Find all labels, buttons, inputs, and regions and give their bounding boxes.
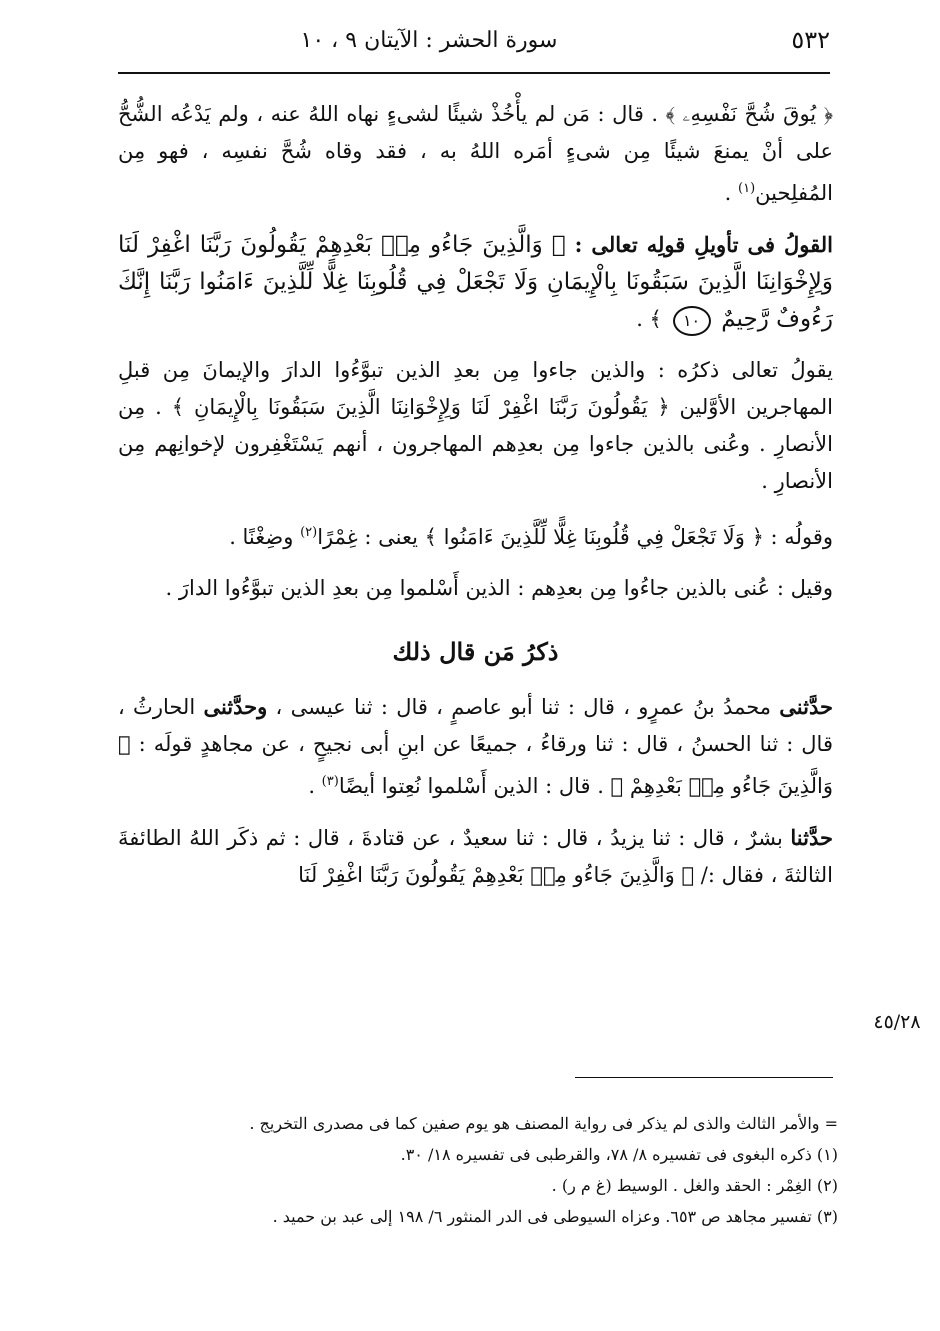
paragraph-end: ﴾ . xyxy=(636,307,669,331)
paragraph-text: ﴿ يُوقَ شُحَّ نَفْسِهِۦ ﴾ . قال : مَن لم يأْخُذْ شيئًا لشىءٍ نهاه اللهُ عنه ، ولم يَدْعُه الشُّحُّ على أنْ يمنعَ شيئًا مِن شىءٍ أمَره اللهُ به ، فقد وقاه شُحَّ نفسِه ، فهو مِن المُفلِحين xyxy=(118,102,833,205)
header-rule xyxy=(118,72,830,74)
verse-number-marker: ١٠ xyxy=(673,306,711,336)
narration-text: بشرٌ ، قال : ثنا يزيدُ ، قال : ثنا سعيدٌ ، عن قتادةَ ، قال : ثم ذكَر اللهُ الطائفةَ الثالثةَ ، فقال :/ ﴿ وَالَّذِينَ جَاءُو مِنۢ بَعْدِهِمْ يَقُولُونَ رَبَّنَا اغْفِرْ لَنَا xyxy=(118,826,833,887)
paragraph-text: وقيل : عُنى بالذين جاءُوا مِن بعدِهم : الذين أَسْلموا مِن بعدِ الذين تبوَّءُوا الدارَ . xyxy=(165,576,833,600)
paragraph-end: . xyxy=(308,774,322,798)
footnote-ref: (١) xyxy=(738,181,756,196)
quran-verse: ﴿ وَالَّذِينَ جَاءُو مِنۢ بَعْدِهِمْ يَقُولُونَ رَبَّنَا اغْفِرْ لَنَا وَلِإِخْوَانِنَا الَّذِينَ سَبَقُونَا بِالْإِيمَانِ وَلَا تَجْعَلْ فِي قُلُوبِنَا غِلًّا لِّلَّذِينَ ءَامَنُوا رَبَّنَا إِنَّكَ رَءُوفٌ رَّحِيمٌ xyxy=(118,232,833,332)
narration-text: محمدُ بنُ عمرٍو ، قال : ثنا أبو عاصمٍ ، قال : ثنا عيسى ، xyxy=(267,695,780,719)
narration-lead-2: وحدَّثنى xyxy=(203,694,268,719)
paragraph-5 xyxy=(118,570,833,607)
margin-page-reference: ٤٥/٢٨ xyxy=(873,1011,921,1033)
surah-title: سورة الحشر : الآيتان ٩ ، ١٠ xyxy=(300,28,558,53)
paragraph-2 xyxy=(118,226,833,338)
section-heading: ذكرُ مَن قال ذلك xyxy=(392,637,559,666)
paragraph-text: وقولُه : ﴿ وَلَا تَجْعَلْ فِي قُلُوبِنَا غِلًّا لِّلَّذِينَ ءَامَنُوا ﴾ يعنى : غِمْرًا xyxy=(317,525,833,549)
footnote-ref: (٣) xyxy=(321,774,339,789)
footnote-3: (٣) تفسير مجاهد ص ٦٥٣. وعزاه السيوطى فى الدر المنثور ٦/ ١٩٨ إلى عبد بن حميد . xyxy=(272,1207,838,1226)
narration-lead: حدَّثنى xyxy=(779,694,833,719)
footnote-1: (١) ذكره البغوى فى تفسيره ٨/ ٧٨، والقرطبى فى تفسيره ١٨/ ٣٠. xyxy=(400,1145,838,1164)
paragraph-4 xyxy=(118,514,833,556)
page-number: ٥٣٢ xyxy=(791,26,830,54)
footnote-2: (٢) الغِمْر : الحقد والغل . الوسيط (غ م ر) . xyxy=(551,1176,838,1195)
paragraph-1 xyxy=(118,96,833,212)
paragraph-text: يقولُ تعالى ذكرُه : والذين جاءوا مِن بعدِ الذين تبوَّءُوا الدارَ والإيمانَ مِن قبلِ المهاجرين الأوَّلين ﴿ يَقُولُونَ رَبَّنَا اغْفِرْ لَنَا وَلِإِخْوَانِنَا الَّذِينَ سَبَقُونَا بِالْإِيمَانِ ﴾ . مِن الأنصارِ . وعُنى بالذين جاءوا مِن بعدِهم المهاجرون ، أنهم يَسْتَغْفِرون لإخوانِهم مِن الأنصارِ . xyxy=(118,358,833,493)
footnote-rule xyxy=(575,1077,833,1078)
narration-lead: حدَّثنا xyxy=(790,825,833,850)
footnote-ref: (٢) xyxy=(300,525,318,540)
main-text xyxy=(118,96,833,908)
paragraph-3 xyxy=(118,352,833,500)
footnotes xyxy=(118,1108,838,1232)
paragraph-end: . xyxy=(724,181,739,205)
narration-2 xyxy=(118,819,833,894)
narration-1 xyxy=(118,688,833,805)
tafsir-heading: القولُ فى تأويلِ قولِه تعالى : xyxy=(574,232,834,257)
paragraph-end: وضِغْنًا . xyxy=(229,525,301,549)
footnote-continued: = والأمر الثالث والذى لم يذكر فى رواية المصنف هو يوم صفين كما فى مصدرى التخريج . xyxy=(249,1114,838,1133)
narration-text-2: الحارثُ ، قال : ثنا الحسنُ ، قال : ثنا ورقاءُ ، جميعًا عن ابنِ أبى نجيحٍ ، عن مجاهدٍ قولَه : ﴿ وَالَّذِينَ جَاءُو مِنۢ بَعْدِهِمْ ﴾ . قال : الذين أَسْلموا نُعِتوا أيضًا xyxy=(118,695,833,798)
running-header xyxy=(118,18,830,70)
